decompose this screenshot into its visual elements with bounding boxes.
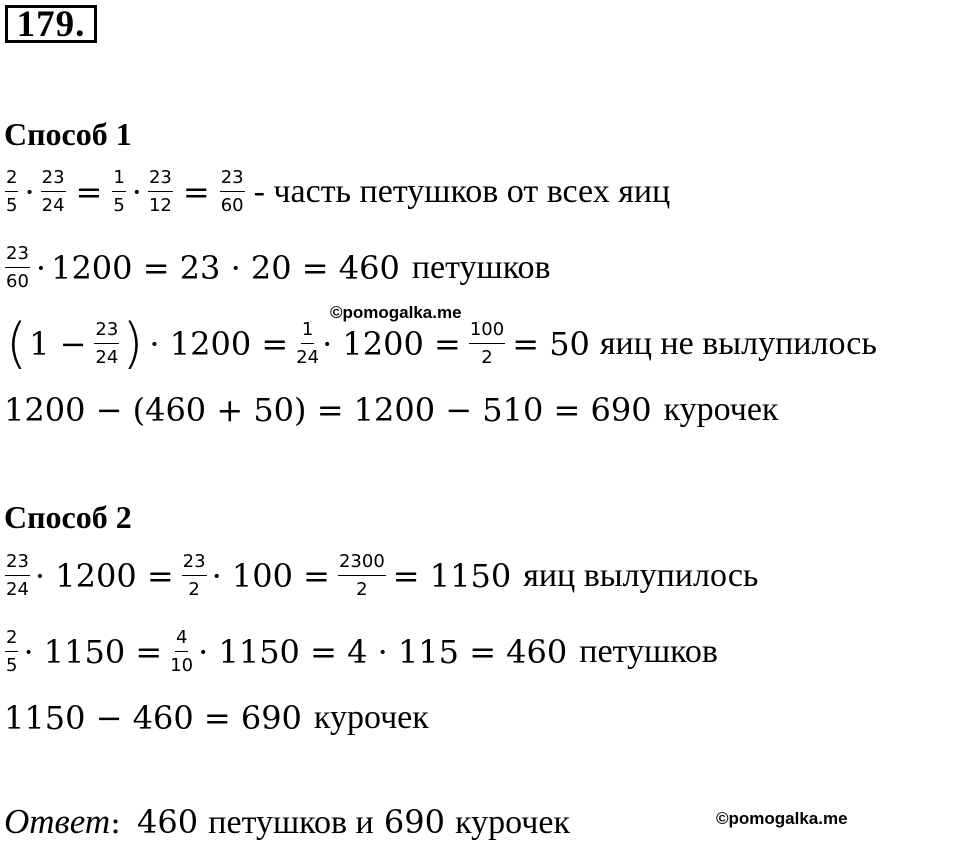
- expression: · 1150 = 4 · 115 = 460: [198, 633, 568, 671]
- watermark: ©pomogalka.me: [716, 809, 848, 828]
- watermark: ©pomogalka.me: [330, 303, 462, 322]
- line-text: петушков: [411, 249, 551, 286]
- method2-line2: [4, 620, 718, 684]
- fraction: $\frac{23}{24}$: [95, 319, 119, 368]
- fraction: $\frac{23}{2}$: [182, 551, 206, 600]
- answer-line: [4, 802, 570, 843]
- method1-line4: [4, 378, 778, 442]
- method2-line1: [4, 544, 758, 608]
- fraction: $\frac{23}{60}$: [220, 167, 244, 216]
- expression: · 100 =: [211, 557, 330, 595]
- method2-line3: [4, 686, 429, 750]
- expression: · 1150 =: [23, 633, 163, 671]
- fraction: $\frac{2300}{2}$: [338, 551, 385, 600]
- answer-number-roosters: 460: [137, 803, 199, 841]
- expression: 1200 − (460 + 50) = 1200 − 510 = 690: [4, 391, 652, 429]
- answer-label: Ответ: [4, 802, 111, 841]
- fraction: $\frac{100}{2}$: [469, 319, 505, 368]
- method2-heading: Способ 2: [4, 499, 132, 535]
- line-text: петушков: [579, 633, 718, 670]
- line-text: яиц не вылупилось: [599, 325, 877, 362]
- fraction: $\frac{2}{5}$: [6, 167, 18, 216]
- expression: 1200 = 23 · 20 = 460: [51, 249, 400, 287]
- expression: 1 −: [29, 325, 87, 363]
- expression: = 1150: [392, 557, 512, 595]
- fraction: $\frac{1}{24}$: [296, 319, 320, 368]
- line-text: курочек: [663, 391, 779, 428]
- fraction: $\frac{23}{60}$: [6, 243, 29, 292]
- fraction: $\frac{23}{24}$: [6, 551, 29, 600]
- expression: = 50: [512, 325, 590, 363]
- answer-text-hens: курочек: [455, 804, 571, 841]
- answer-text-roosters: петушков и: [208, 804, 374, 841]
- fraction: $\frac{23}{24}$: [41, 167, 65, 216]
- expression: · 1200 =: [322, 325, 461, 363]
- expression: · 1200 =: [149, 325, 289, 363]
- fraction: $\frac{2}{5}$: [6, 627, 18, 676]
- expression: 1150 − 460 = 690: [4, 699, 302, 737]
- answer-colon: :: [110, 803, 121, 841]
- method1-line2: $\frac{23}{60}$ · 1200 = 23 · 20 = 460 петушков: [6, 243, 551, 292]
- line-text: яиц вылупилось: [523, 557, 759, 594]
- expression: · 1200 =: [34, 557, 174, 595]
- fraction: $\frac{4}{10}$: [170, 627, 194, 676]
- answer-number-hens: 690: [383, 803, 445, 841]
- fraction: $\frac{1}{5}$: [113, 167, 125, 216]
- method1-line3: ( 1 − $\frac{23}{24}$ ) · 1200 = $\frac{1}{24}$ · 1200 = $\frac{100}{2}$ = 50 яиц не вылупилось: [6, 312, 877, 375]
- problem-number: 179.: [5, 5, 97, 43]
- fraction: $\frac{23}{12}$: [148, 167, 172, 216]
- method1-heading: Способ 1: [4, 116, 132, 152]
- line-text: курочек: [313, 699, 429, 736]
- line-text: - часть петушков от всех яиц: [253, 173, 671, 210]
- method1-line1: $\frac{2}{5}$ · $\frac{23}{24}$ = $\frac{1}{5}$ · $\frac{23}{12}$ = $\frac{23}{60}$ - часть петушков от всех яиц: [6, 167, 671, 216]
